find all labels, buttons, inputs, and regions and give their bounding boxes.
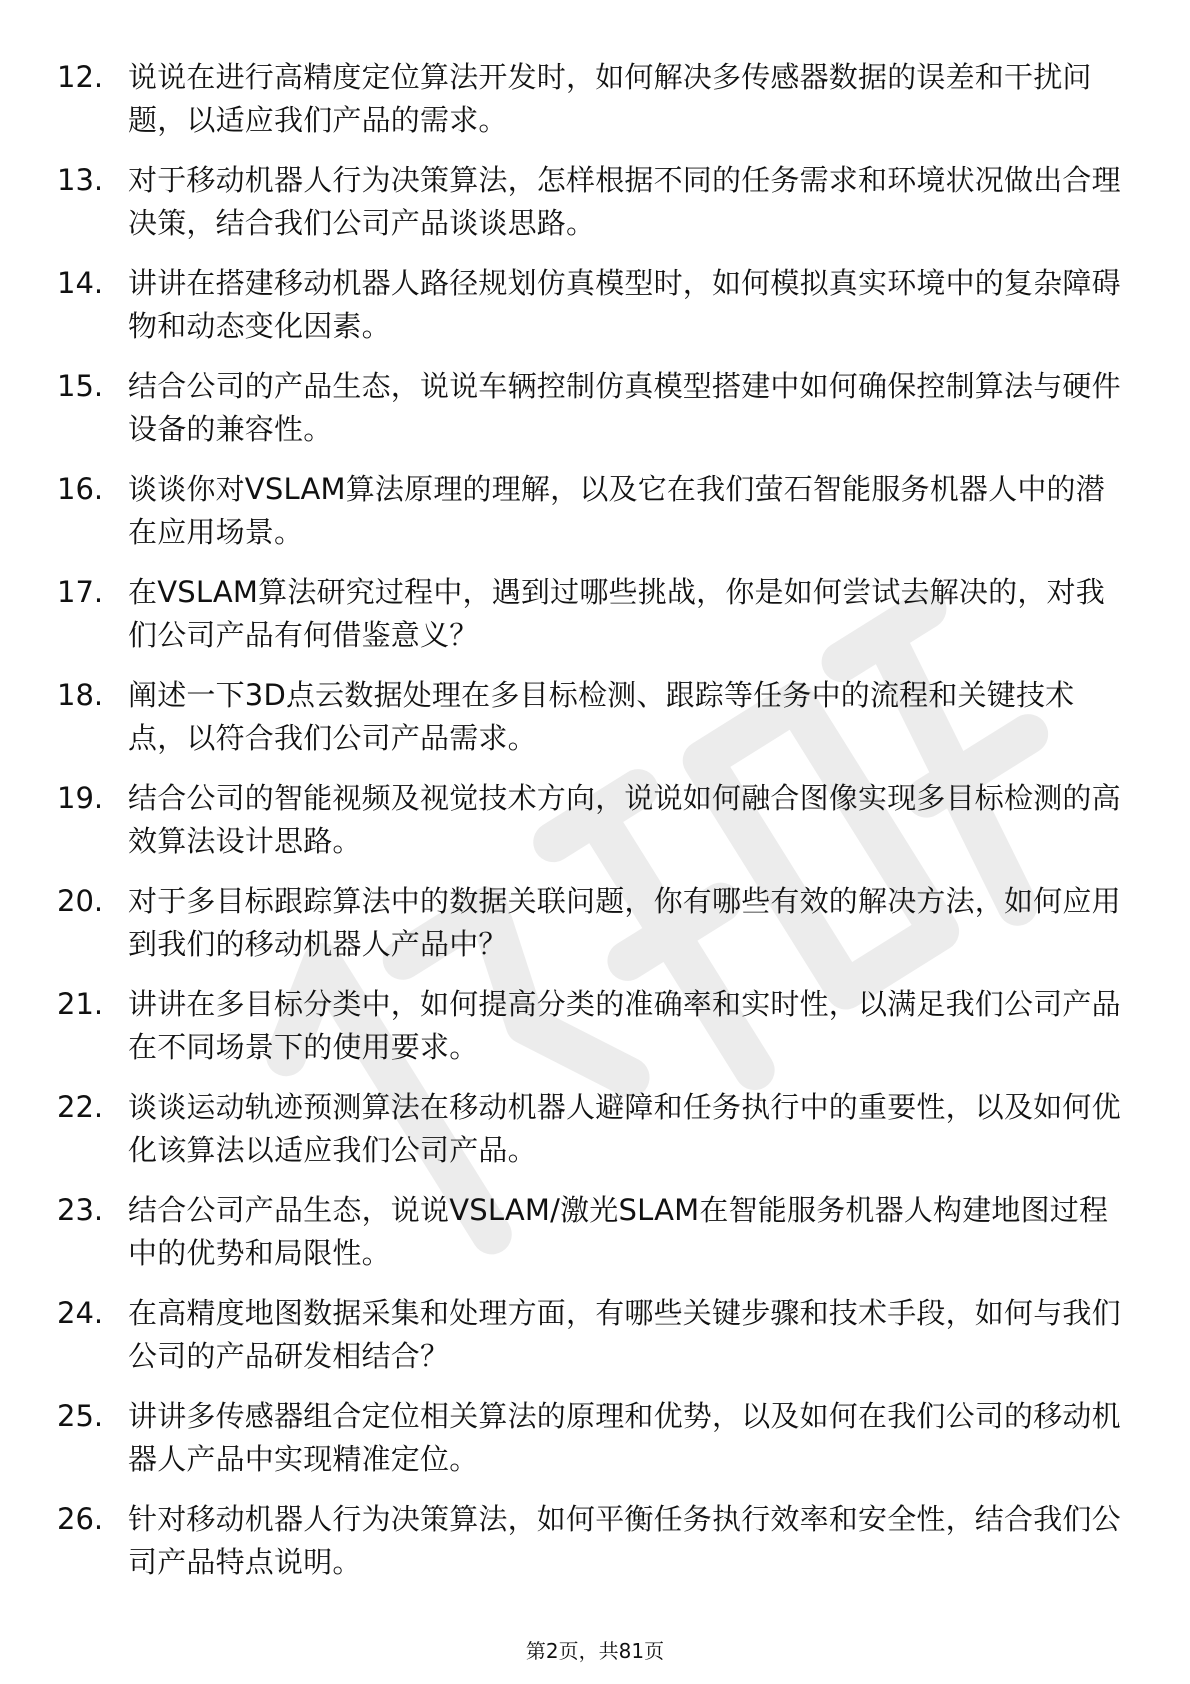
item-number: 24. (57, 1296, 104, 1330)
item-number: 17. (57, 575, 104, 609)
list-item (0, 1395, 1190, 1498)
item-number: 19. (57, 781, 104, 815)
item-number: 15. (57, 369, 104, 403)
item-text: 在高精度地图数据采集和处理方面，有哪些关键步骤和技术手段，如何与我们公司的产品研发相结合？ (128, 1296, 1121, 1373)
list-item (0, 56, 1190, 159)
list-item (0, 674, 1190, 777)
item-text: 阐述一下3D点云数据处理在多目标检测、跟踪等任务中的流程和关键技术点，以符合我们公司产品需求。 (128, 678, 1075, 755)
list-item (0, 468, 1190, 571)
item-number: 21. (57, 987, 104, 1021)
item-text: 谈谈你对VSLAM算法原理的理解，以及它在我们萤石智能服务机器人中的潜在应用场景。 (128, 472, 1105, 549)
item-number: 22. (57, 1090, 104, 1124)
item-number: 23. (57, 1193, 104, 1227)
list-item (0, 365, 1190, 468)
item-number: 26. (57, 1502, 104, 1536)
item-text: 结合公司的智能视频及视觉技术方向，说说如何融合图像实现多目标检测的高效算法设计思路。 (128, 781, 1121, 858)
list-item (0, 1292, 1190, 1395)
item-number: 14. (57, 266, 104, 300)
item-number: 20. (57, 884, 104, 918)
item-text: 结合公司产品生态，说说VSLAM/激光SLAM在智能服务机器人构建地图过程中的优势和局限性。 (128, 1193, 1109, 1270)
list-item (0, 571, 1190, 674)
item-number: 18. (57, 678, 104, 712)
item-text: 针对移动机器人行为决策算法，如何平衡任务执行效率和安全性，结合我们公司产品特点说明。 (128, 1502, 1121, 1579)
list-item (0, 777, 1190, 880)
item-text: 在VSLAM算法研究过程中，遇到过哪些挑战，你是如何尝试去解决的，对我们公司产品有何借鉴意义？ (128, 575, 1105, 652)
item-text: 讲讲在搭建移动机器人路径规划仿真模型时，如何模拟真实环境中的复杂障碍物和动态变化因素。 (128, 266, 1121, 343)
item-text: 结合公司的产品生态，说说车辆控制仿真模型搭建中如何确保控制算法与硬件设备的兼容性。 (128, 369, 1121, 446)
list-item (0, 1189, 1190, 1292)
item-number: 25. (57, 1399, 104, 1433)
item-text: 讲讲在多目标分类中，如何提高分类的准确率和实时性，以满足我们公司产品在不同场景下的使用要求。 (128, 987, 1121, 1064)
list-item (0, 1086, 1190, 1189)
item-text: 谈谈运动轨迹预测算法在移动机器人避障和任务执行中的重要性，以及如何优化该算法以适应我们公司产品。 (128, 1090, 1121, 1167)
item-number: 16. (57, 472, 104, 506)
list-item (0, 1498, 1190, 1601)
page-number-footer: 第2页，共81页 (525, 1639, 665, 1663)
item-text: 对于移动机器人行为决策算法，怎样根据不同的任务需求和环境状况做出合理决策，结合我们公司产品谈谈思路。 (128, 163, 1121, 240)
item-number: 12. (57, 60, 104, 94)
item-text: 说说在进行高精度定位算法开发时，如何解决多传感器数据的误差和干扰问题，以适应我们产品的需求。 (128, 60, 1092, 137)
list-item (0, 880, 1190, 983)
question-list (0, 56, 1190, 1601)
list-item (0, 159, 1190, 262)
list-item (0, 983, 1190, 1086)
item-number: 13. (57, 163, 104, 197)
item-text: 讲讲多传感器组合定位相关算法的原理和优势，以及如何在我们公司的移动机器人产品中实现精准定位。 (128, 1399, 1121, 1476)
item-text: 对于多目标跟踪算法中的数据关联问题，你有哪些有效的解决方法，如何应用到我们的移动机器人产品中？ (128, 884, 1121, 961)
list-item (0, 262, 1190, 365)
